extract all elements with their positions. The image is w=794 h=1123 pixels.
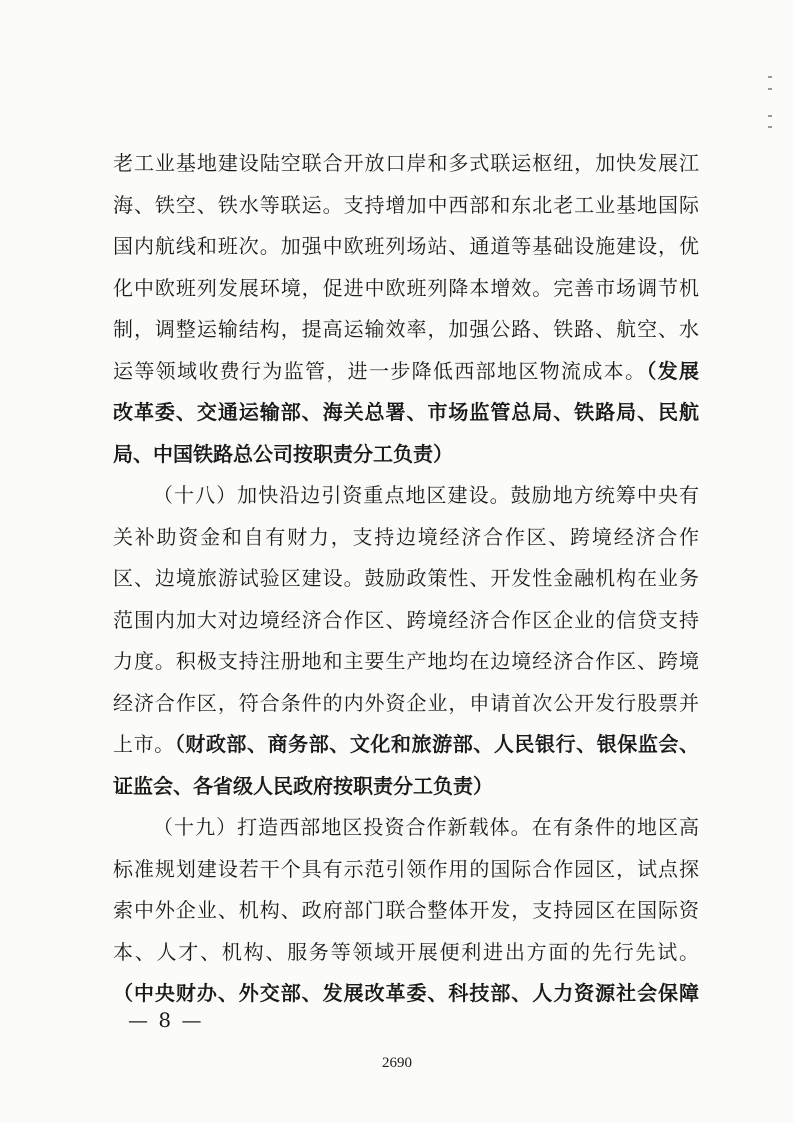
text-line-18: 标准规划建设若干个具有示范引领作用的国际合作园区，试点探 [113, 856, 699, 881]
page-number: — 8 — [128, 1008, 204, 1032]
text-line-20: 本、人才、机构、服务等领域开展便利进出方面的先行先试。 [113, 939, 699, 964]
text-line-7-responsibility: 改革委、交通运输部、海关总署、市场监管总局、铁路局、民航 [113, 400, 699, 424]
text-line-15-plain: 上市。 [113, 732, 175, 756]
text-line-6-responsibility: （发展 [646, 358, 700, 383]
text-line-10: 关补助资金和自有财力，支持边境经济合作区、跨境经济合作 [113, 524, 699, 549]
text-line-15 [113, 724, 699, 766]
text-line-11: 区、边境旅游试验区建设。鼓励政策性、开发性金融机构在业务 [113, 566, 699, 590]
text-line-19: 索中外企业、机构、政府部门联合整体开发，支持园区在国际资 [113, 898, 699, 922]
archive-number: 2690 [382, 1055, 412, 1071]
body-text [113, 143, 699, 1015]
text-line-4: 化中欧班列发展环境，促进中欧班列降本增效。完善市场调节机 [113, 275, 699, 300]
text-line-14: 经济合作区，符合条件的内外资企业，申请首次公开发行股票并 [113, 690, 699, 715]
text-line-6-plain: 运等领域收费行为监管，进一步降低西部地区物流成本。 [113, 358, 647, 383]
section-19-heading-line: （十九）打造西部地区投资合作新载体。在有条件的地区高 [153, 815, 699, 839]
text-line-12: 范围内加大对边境经济合作区、跨境经济合作区企业的信贷支持 [113, 607, 699, 632]
text-line-13: 力度。积极支持注册地和主要生产地均在边境经济合作区、跨境 [113, 649, 699, 673]
text-line-21-responsibility: （中央财办、外交部、发展改革委、科技部、人力资源社会保障 [113, 981, 699, 1005]
text-line-15-responsibility: （财政部、商务部、文化和旅游部、人民银行、银保监会、 [174, 732, 700, 756]
text-line-6 [113, 351, 699, 393]
scan-edge-mark [768, 76, 772, 78]
text-line-2: 海、铁空、铁水等联运。支持增加中西部和东北老工业基地国际 [113, 192, 699, 217]
scan-edge-mark [768, 126, 772, 128]
text-line-3: 国内航线和班次。加强中欧班列场站、通道等基础设施建设，优 [113, 234, 699, 258]
text-line-1: 老工业基地建设陆空联合开放口岸和多式联运枢纽，加快发展江 [113, 151, 699, 175]
scan-edge-mark [768, 88, 772, 90]
section-18-heading-line: （十八）加快沿边引资重点地区建设。鼓励地方统筹中央有 [153, 483, 699, 507]
text-line-5: 制，调整运输结构，提高运输效率，加强公路、铁路、航空、水 [113, 317, 699, 341]
text-line-8-responsibility: 局、中国铁路总公司按职责分工负责） [113, 441, 453, 466]
scan-edge-mark [768, 115, 772, 117]
text-line-16-responsibility: 证监会、各省级人民政府按职责分工负责） [113, 773, 493, 798]
